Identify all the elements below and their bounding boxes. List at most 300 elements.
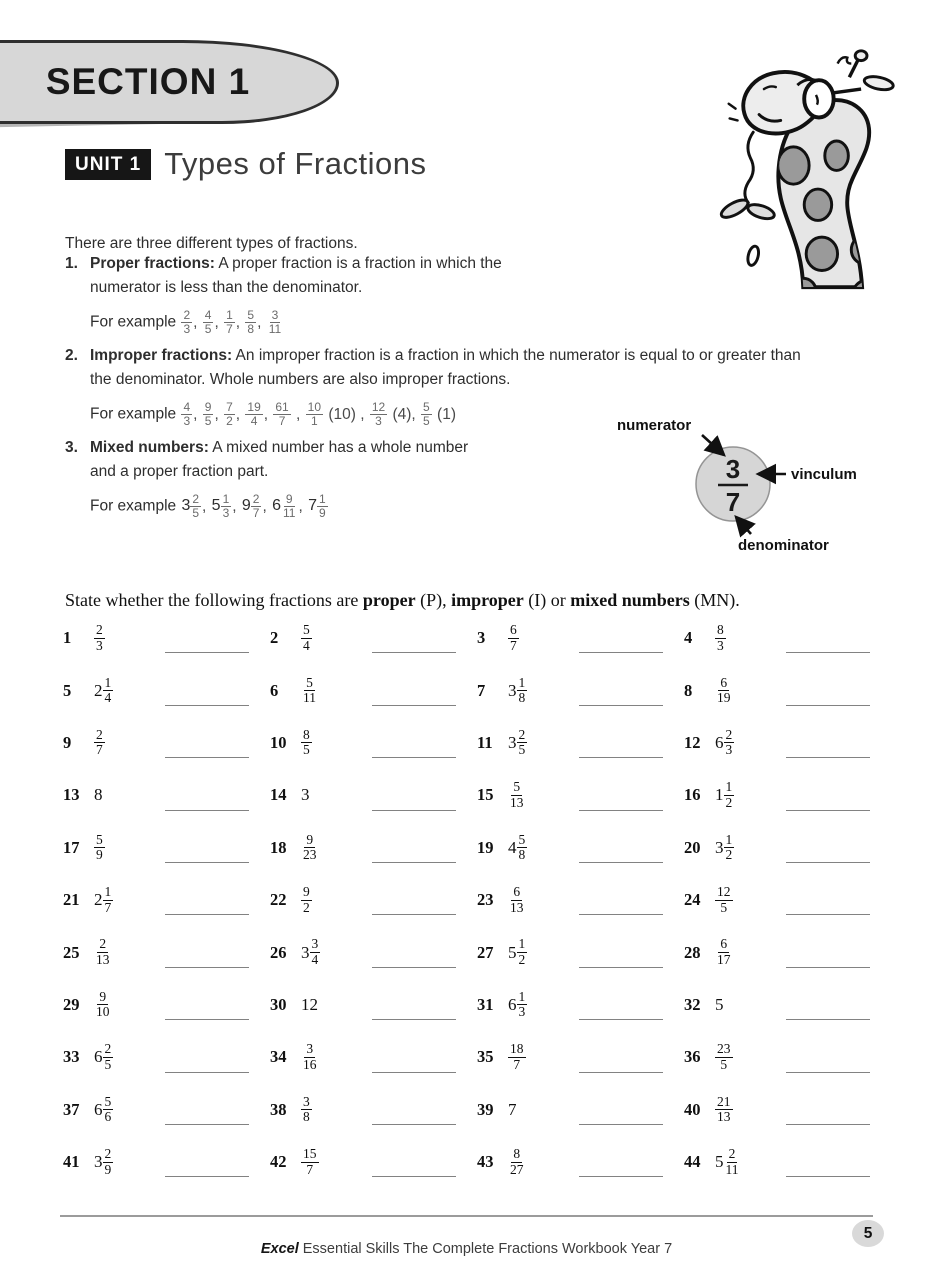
stacked-fraction (301, 1095, 312, 1125)
denominator-label: denominator (738, 537, 829, 554)
exercise-number: 43 (477, 1152, 494, 1172)
stacked-fraction (517, 833, 528, 863)
exercise-item (477, 1136, 684, 1188)
exercise-item (63, 717, 270, 769)
fraction (203, 401, 214, 428)
exercise-number: 2 (270, 628, 279, 648)
exercise-item (684, 979, 891, 1031)
denominator: 7 (226, 321, 233, 336)
stacked-fraction (508, 780, 526, 810)
exercise-number: 44 (684, 1152, 701, 1172)
whole-number: 4 (508, 837, 517, 857)
separator-text: , (298, 497, 308, 515)
whole-number: 7 (308, 497, 318, 515)
denominator: 17 (717, 952, 731, 968)
answer-blank[interactable] (372, 1124, 456, 1125)
answer-blank[interactable] (579, 1124, 663, 1125)
term-desc: An improper fraction is a fraction in which the numerator is equal to or greater than the denominator. Whole numbers are also improper fractions. (90, 347, 801, 388)
answer-blank[interactable] (165, 757, 249, 758)
diagram-denominator-value: 7 (725, 487, 741, 517)
separator-text: , (235, 313, 245, 331)
numerator: 3 (303, 1093, 310, 1109)
exercise-item (684, 1031, 891, 1083)
answer-blank[interactable] (579, 967, 663, 968)
answer-blank[interactable] (372, 967, 456, 968)
answer-blank[interactable] (786, 810, 870, 811)
exercise-item (684, 664, 891, 716)
fraction (245, 401, 262, 428)
stacked-fraction (715, 623, 726, 653)
exercise-item (63, 664, 270, 716)
answer-blank[interactable] (372, 810, 456, 811)
answer-blank[interactable] (786, 1072, 870, 1073)
fraction (508, 833, 579, 863)
exercise-item (63, 874, 270, 926)
answer-blank[interactable] (786, 1019, 870, 1020)
denominator: 23 (303, 847, 317, 863)
answer-blank[interactable] (579, 914, 663, 915)
denominator: 8 (247, 321, 255, 336)
stacked-fraction (94, 937, 112, 967)
exercise-number: 39 (477, 1099, 494, 1119)
stacked-fraction (181, 309, 192, 336)
answer-blank[interactable] (372, 862, 456, 863)
numerator: 2 (728, 1146, 736, 1162)
answer-blank[interactable] (579, 652, 663, 653)
fraction (94, 785, 165, 805)
unit-badge: UNIT 1 (65, 149, 151, 180)
fraction (306, 401, 323, 428)
numerator: 3 (271, 308, 279, 322)
stacked-fraction (103, 885, 114, 915)
whole-number: 5 (715, 994, 724, 1014)
exercise-number: 23 (477, 890, 494, 910)
fraction (245, 309, 256, 336)
stacked-fraction (181, 401, 192, 428)
answer-blank[interactable] (786, 967, 870, 968)
fraction (508, 1147, 579, 1177)
exercise-item (270, 664, 477, 716)
fraction (242, 493, 262, 520)
denominator: 3 (183, 413, 191, 428)
answer-blank[interactable] (165, 862, 249, 863)
numerator: 9 (99, 988, 107, 1004)
stacked-fraction (508, 1042, 526, 1072)
answer-blank[interactable] (165, 1019, 249, 1020)
denominator: 5 (303, 742, 310, 758)
separator-text: , (193, 405, 202, 423)
denominator: 7 (104, 899, 112, 915)
denominator: 4 (104, 690, 112, 706)
denominator: 3 (375, 413, 382, 428)
instruction-keyword: improper (451, 590, 524, 610)
stacked-fraction (517, 676, 528, 706)
fraction (94, 990, 165, 1020)
exercise-item (684, 874, 891, 926)
exercise-item (477, 1084, 684, 1136)
fraction (301, 995, 372, 1015)
answer-blank[interactable] (165, 1124, 249, 1125)
fraction (94, 728, 165, 758)
exercise-number: 1 (63, 628, 72, 648)
fraction (508, 676, 579, 706)
numerator: 1 (725, 831, 733, 847)
answer-blank[interactable] (372, 652, 456, 653)
example-line (90, 309, 538, 336)
stacked-fraction (715, 1095, 733, 1125)
stacked-fraction (273, 401, 290, 428)
exercise-number: 41 (63, 1152, 80, 1172)
numerator: 5 (303, 622, 310, 638)
stacked-fraction (517, 728, 528, 758)
numerator: 9 (204, 400, 212, 414)
numerator: 1 (518, 936, 526, 952)
exercise-number: 4 (684, 628, 693, 648)
numerator: 6 (510, 622, 517, 638)
denominator: 5 (204, 321, 212, 336)
numerator: 8 (513, 1146, 521, 1162)
fraction (715, 833, 786, 863)
answer-blank[interactable] (579, 810, 663, 811)
denominator: 13 (510, 899, 524, 915)
stacked-fraction (715, 937, 733, 967)
numerator: 8 (303, 726, 310, 742)
exercise-item (270, 1084, 477, 1136)
answer-blank[interactable] (372, 914, 456, 915)
answer-blank[interactable] (579, 862, 663, 863)
exercise-item (63, 612, 270, 664)
example-fractions (180, 492, 328, 520)
stacked-fraction (94, 623, 105, 653)
answer-blank[interactable] (165, 1176, 249, 1177)
numerator: 8 (717, 622, 724, 638)
exercise-item (477, 1031, 684, 1083)
stacked-fraction (267, 309, 283, 336)
fraction (301, 885, 372, 915)
exercise-number: 9 (63, 732, 72, 752)
answer-blank[interactable] (579, 705, 663, 706)
intro-text: There are three different types of fractions. (65, 234, 358, 252)
fraction (94, 1095, 165, 1125)
exercise-number: 13 (63, 785, 80, 805)
fraction (421, 401, 432, 428)
denominator: 2 (303, 899, 310, 915)
answer-blank[interactable] (786, 652, 870, 653)
denominator: 2 (226, 413, 233, 428)
whole-number: 6 (94, 1099, 103, 1119)
exercise-number: 34 (270, 1047, 287, 1067)
exercise-item (63, 1031, 270, 1083)
stacked-fraction (370, 401, 387, 428)
numerator: 2 (99, 936, 107, 952)
instruction-keyword: proper (362, 590, 416, 610)
stacked-fraction (251, 493, 262, 520)
answer-blank[interactable] (786, 705, 870, 706)
exercise-item (270, 769, 477, 821)
answer-blank[interactable] (579, 1176, 663, 1177)
fraction (94, 833, 165, 863)
numerator: 1 (226, 308, 233, 322)
exercise-item (63, 1084, 270, 1136)
whole-number: 2 (94, 680, 103, 700)
whole-number: 6 (272, 497, 282, 515)
answer-blank[interactable] (372, 757, 456, 758)
whole-number: 1 (715, 785, 724, 805)
fraction (508, 1042, 579, 1072)
exercise-item (684, 717, 891, 769)
whole-number: 3 (508, 732, 517, 752)
fraction (508, 728, 579, 758)
fraction (301, 1147, 372, 1177)
exercise-item (477, 979, 684, 1031)
exercise-number: 17 (63, 837, 80, 857)
answer-blank[interactable] (372, 1176, 456, 1177)
list-number: 1. (65, 255, 78, 272)
fraction (301, 623, 372, 653)
numerator: 23 (717, 1041, 731, 1057)
separator-text: , (232, 497, 241, 515)
denominator: 7 (96, 742, 103, 758)
answer-blank[interactable] (165, 1072, 249, 1073)
exercise-number: 21 (63, 890, 80, 910)
denominator: 10 (96, 1004, 110, 1020)
exercise-number: 6 (270, 680, 279, 700)
exercise-number: 24 (684, 890, 701, 910)
denominator: 7 (513, 1056, 521, 1072)
exercise-item (63, 926, 270, 978)
exercise-item (684, 822, 891, 874)
numerator: 2 (252, 492, 260, 506)
numerator: 5 (513, 779, 521, 795)
whole-number: 3 (94, 1152, 103, 1172)
exercise-item (270, 717, 477, 769)
numerator: 10 (307, 400, 322, 414)
exercise-number: 25 (63, 942, 80, 962)
numerator: 5 (104, 1093, 112, 1109)
stacked-fraction (724, 833, 735, 863)
denominator: 3 (518, 1004, 526, 1020)
denominator: 3 (222, 505, 230, 520)
numerator: 6 (720, 936, 728, 952)
exercise-number: 22 (270, 890, 287, 910)
example-prefix: For example (90, 313, 181, 331)
denominator: 8 (518, 690, 526, 706)
whole-number: 6 (94, 1047, 103, 1067)
whole-number: 3 (301, 785, 310, 805)
exercise-number: 33 (63, 1047, 80, 1067)
stacked-fraction (724, 780, 735, 810)
denominator: 8 (518, 847, 526, 863)
exercise-number: 12 (684, 732, 701, 752)
exercise-item (477, 717, 684, 769)
answer-blank[interactable] (786, 1176, 870, 1177)
stacked-fraction (301, 1042, 319, 1072)
denominator: 13 (717, 1109, 731, 1125)
answer-blank[interactable] (786, 862, 870, 863)
answer-blank[interactable] (786, 914, 870, 915)
numerator: 2 (183, 308, 191, 322)
fraction (301, 833, 372, 863)
stacked-fraction (421, 401, 432, 428)
denominator: 8 (303, 1109, 310, 1125)
answer-blank[interactable] (165, 705, 249, 706)
separator-text: , (193, 313, 202, 331)
fraction (370, 401, 387, 428)
numerator: 2 (725, 726, 733, 742)
stacked-fraction (508, 1147, 526, 1177)
numerator: 19 (247, 400, 261, 414)
exercise-item (63, 979, 270, 1031)
exercise-item (270, 1031, 477, 1083)
vinculum-label: vinculum (791, 466, 857, 483)
fraction (301, 728, 372, 758)
exercise-number: 19 (477, 837, 494, 857)
whole-number: 5 (508, 942, 517, 962)
numerator: 1 (725, 779, 733, 795)
exercise-number: 16 (684, 785, 701, 805)
denominator: 7 (510, 637, 517, 653)
whole-number: 5 (211, 497, 221, 515)
fraction (94, 1042, 165, 1072)
denominator: 19 (717, 690, 731, 706)
stacked-fraction (310, 937, 321, 967)
stacked-fraction (203, 309, 214, 336)
fraction (715, 885, 786, 915)
exercise-number: 11 (477, 732, 493, 752)
exercise-number: 3 (477, 628, 486, 648)
unit-title: Types of Fractions (164, 146, 427, 181)
fraction (301, 676, 372, 706)
exercise-item (63, 822, 270, 874)
answer-blank[interactable] (579, 757, 663, 758)
whole-number: 3 (715, 837, 724, 857)
answer-blank[interactable] (165, 967, 249, 968)
fraction (508, 937, 579, 967)
denominator: 4 (311, 952, 319, 968)
fraction (181, 401, 192, 428)
term-desc: A mixed number has a whole number and a proper fraction part. (90, 439, 469, 480)
numerator: 7 (226, 400, 233, 414)
whole-number: 6 (715, 732, 724, 752)
fraction (715, 780, 786, 810)
stacked-fraction (508, 623, 519, 653)
fraction (224, 401, 235, 428)
stacked-fraction (301, 728, 312, 758)
stacked-fraction (103, 676, 114, 706)
numerator: 9 (285, 492, 293, 506)
answer-blank[interactable] (165, 810, 249, 811)
answer-blank[interactable] (165, 652, 249, 653)
answer-blank[interactable] (786, 1124, 870, 1125)
separator-text: , (235, 405, 245, 423)
exercise-number: 30 (270, 994, 287, 1014)
denominator: 2 (725, 847, 733, 863)
denominator: 2 (725, 794, 733, 810)
exercise-item (270, 979, 477, 1031)
type-item-proper (65, 252, 538, 336)
numerator: 9 (303, 884, 310, 900)
exercise-number: 26 (270, 942, 287, 962)
denominator: 5 (204, 413, 212, 428)
denominator: 5 (720, 1056, 728, 1072)
numerator: 6 (720, 674, 728, 690)
denominator: 4 (303, 637, 310, 653)
whole-number: 3 (508, 680, 517, 700)
stacked-fraction (224, 401, 235, 428)
fraction (203, 309, 214, 336)
numerator: 5 (96, 831, 103, 847)
denominator: 11 (303, 690, 316, 706)
stacked-fraction (281, 493, 297, 520)
denominator: 13 (510, 794, 524, 810)
denominator: 5 (423, 413, 430, 428)
exercise-item (270, 1136, 477, 1188)
stacked-fraction (508, 885, 526, 915)
answer-blank[interactable] (579, 1072, 663, 1073)
exercise-number: 40 (684, 1099, 701, 1119)
diagram-numerator-value: 3 (725, 454, 741, 484)
instruction-segment: State whether the following fractions are (65, 590, 363, 610)
denominator: 11 (283, 505, 296, 520)
exercise-number: 27 (477, 942, 494, 962)
denominator: 11 (268, 321, 282, 336)
term-label: Mixed numbers: (90, 439, 209, 456)
exercise-number: 31 (477, 994, 494, 1014)
numerator: 15 (303, 1146, 317, 1162)
denominator: 27 (510, 1161, 524, 1177)
separator-text: , (291, 405, 305, 423)
answer-blank[interactable] (786, 757, 870, 758)
denominator: 7 (306, 1161, 314, 1177)
exercise-item (270, 822, 477, 874)
list-number: 2. (65, 347, 78, 364)
fraction (94, 937, 165, 967)
fraction (508, 990, 579, 1020)
fraction (715, 728, 786, 758)
stacked-fraction (301, 1147, 319, 1177)
answer-blank[interactable] (579, 1019, 663, 1020)
stacked-fraction (301, 676, 318, 706)
section-banner-capsule (0, 40, 339, 124)
numerator: 1 (518, 674, 526, 690)
fraction (301, 937, 372, 967)
fraction (508, 623, 579, 653)
denominator: 9 (319, 505, 326, 520)
fraction (267, 309, 283, 336)
answer-blank[interactable] (372, 1019, 456, 1020)
list-number: 3. (65, 439, 78, 456)
denominator: 3 (96, 637, 103, 653)
fraction (508, 885, 579, 915)
whole-number: 12 (301, 994, 318, 1014)
exercise-item (684, 1136, 891, 1188)
answer-blank[interactable] (372, 1072, 456, 1073)
stacked-fraction (224, 309, 235, 336)
whole-number: 2 (94, 890, 103, 910)
exercise-number: 29 (63, 994, 80, 1014)
stacked-fraction (301, 833, 319, 863)
denominator: 16 (303, 1056, 317, 1072)
fraction (181, 493, 201, 520)
denominator: 3 (717, 637, 724, 653)
numerator: 1 (222, 492, 230, 506)
exercise-number: 37 (63, 1099, 80, 1119)
answer-blank[interactable] (372, 705, 456, 706)
separator-text: (1) (432, 405, 456, 423)
footer-divider (60, 1215, 873, 1217)
separator-text: , (214, 313, 224, 331)
answer-blank[interactable] (165, 914, 249, 915)
